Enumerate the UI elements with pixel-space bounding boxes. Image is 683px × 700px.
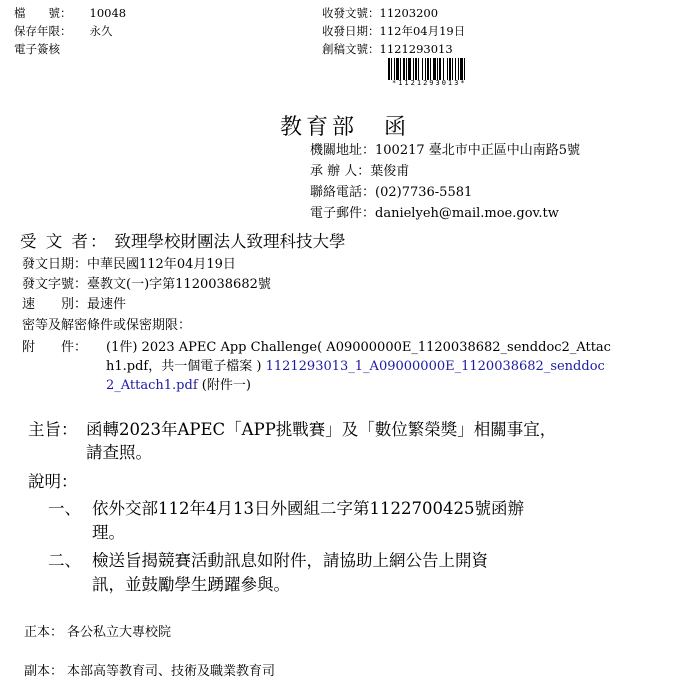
barcode-bar — [388, 58, 390, 80]
receipt-date-row — [322, 24, 465, 38]
barcode-bar — [391, 58, 392, 80]
primary-recipients-label: 正本： — [24, 625, 64, 640]
barcode-bar — [439, 58, 441, 80]
attachment-note: (附件一) — [197, 378, 251, 393]
barcode-bar — [413, 58, 414, 80]
retention-value: 永久 — [89, 24, 113, 38]
primary-recipients-value: 各公私立大專校院 — [67, 625, 172, 640]
archive-number-row — [14, 6, 126, 20]
receipt-number-row — [322, 6, 438, 20]
barcode-bar — [396, 58, 399, 80]
issue-number-label: 發文字號： — [22, 277, 88, 292]
agency-address-value: 100217 臺北市中正區中山南路5號 — [375, 143, 581, 158]
barcode-bar — [427, 58, 429, 80]
draft-number-row — [322, 42, 453, 56]
urgency-label: 速 別： — [22, 297, 88, 312]
barcode-bar — [400, 58, 401, 80]
archive-number-value: 10048 — [89, 6, 127, 20]
recipient-label: 受 文 者： — [20, 232, 109, 251]
document-title: 教育部 函 — [280, 115, 411, 140]
primary-recipients-row — [24, 625, 171, 641]
copy-recipients-row — [24, 664, 275, 680]
draft-number-value: 1121293013 — [379, 42, 453, 56]
barcode-text: *1121293013* — [392, 79, 467, 87]
barcode-bar — [408, 58, 411, 80]
contact-person-row — [310, 164, 409, 180]
attachment-file-link[interactable]: 1121293013_1_A09000000E_1120038682_senddoc — [265, 359, 605, 374]
barcode-bar — [430, 58, 431, 80]
email-row — [310, 206, 559, 222]
barcode-bar — [449, 58, 451, 80]
attachment-description: h1.pdf，共一個電子檔案 ) — [106, 359, 266, 374]
recipient-value: 致理學校財團法人致理科技大學 — [114, 232, 346, 251]
attachment-line-1: (1件) 2023 APEC App Challenge( A09000000E_1120038682_senddoc2_Attac — [106, 340, 611, 355]
explanation-item-2-number: 二、 — [48, 551, 81, 570]
e-signature-label: 電子簽核 — [14, 42, 60, 56]
urgency-row — [22, 297, 126, 313]
barcode-bar — [458, 58, 459, 80]
phone-row — [310, 185, 472, 201]
recipient-row — [20, 231, 346, 253]
contact-person-label: 承 辦 人： — [310, 164, 371, 179]
agency-address-label: 機關地址： — [310, 143, 376, 158]
copy-recipients-label: 副本： — [24, 664, 64, 679]
draft-number-label: 創稿文號： — [322, 42, 380, 56]
subject-label: 主旨： — [28, 420, 78, 439]
explanation-item-2-line-2: 訊，並鼓勵學生踴躍參與。 — [92, 575, 290, 594]
barcode-bar — [464, 58, 465, 80]
issue-number-value: 臺教文(一)字第1120038682號 — [87, 277, 271, 292]
attachment-line-2 — [106, 359, 605, 375]
attachment-file-link-continued[interactable]: 2_Attach1.pdf — [106, 378, 198, 393]
barcode-bar — [460, 58, 463, 80]
explanation-item-1-line-1: 依外交部112年4月13日外國組二字第1122700425號函辦 — [92, 499, 524, 518]
urgency-value: 最速件 — [87, 297, 127, 312]
barcode-bar — [394, 58, 395, 80]
email-label: 電子郵件： — [310, 206, 376, 221]
barcode-bar — [455, 58, 456, 80]
subject-line-2: 請查照。 — [86, 443, 152, 462]
barcode-bar — [437, 58, 438, 80]
barcode-bar — [452, 58, 453, 80]
receipt-number-value: 11203200 — [379, 6, 439, 20]
confidentiality-label: 密等及解密條件或保密期限： — [22, 318, 192, 333]
issue-date-row — [22, 257, 236, 273]
barcode-bar — [406, 58, 407, 80]
phone-value: (02)7736-5581 — [375, 185, 473, 200]
explanation-item-1-number: 一、 — [48, 499, 81, 518]
retention-row — [14, 24, 113, 38]
barcode-bar — [425, 58, 426, 80]
copy-recipients-value: 本部高等教育司、技術及職業教育司 — [67, 664, 276, 679]
attachment-line-3 — [106, 378, 251, 394]
receipt-number-label: 收發文號： — [322, 6, 380, 20]
retention-label: 保存年限： — [14, 24, 72, 38]
receipt-date-value: 112年04月19日 — [379, 24, 466, 38]
archive-number-label: 檔 號： — [14, 6, 72, 20]
barcode-image — [388, 58, 516, 80]
barcode-bar — [433, 58, 436, 80]
barcode-bar — [415, 58, 417, 80]
issue-number-row — [22, 277, 271, 293]
contact-person-value: 葉俊甫 — [370, 164, 410, 179]
barcode-bar — [403, 58, 405, 80]
agency-address-row — [310, 143, 580, 159]
issue-date-value: 中華民國112年04月19日 — [87, 257, 236, 272]
barcode-bar — [422, 58, 423, 80]
phone-label: 聯絡電話： — [310, 185, 376, 200]
issue-date-label: 發文日期： — [22, 257, 88, 272]
email-value: danielyeh@mail.moe.gov.tw — [375, 206, 559, 221]
explanation-item-1-line-2: 理。 — [92, 523, 125, 542]
subject-line-1: 函轉2023年APEC「APP挑戰賽」及「數位繁榮獎」相關事宜， — [86, 420, 557, 439]
attachment-label: 附 件： — [22, 340, 88, 355]
barcode-bar — [443, 58, 444, 80]
barcode-bar — [447, 58, 448, 80]
explanation-item-2-line-1: 檢送旨揭競賽活動訊息如附件，請協助上網公告上開資 — [92, 551, 488, 570]
barcode-bar — [418, 58, 419, 80]
receipt-date-label: 收發日期： — [322, 24, 380, 38]
explanation-label: 說明： — [28, 472, 78, 491]
